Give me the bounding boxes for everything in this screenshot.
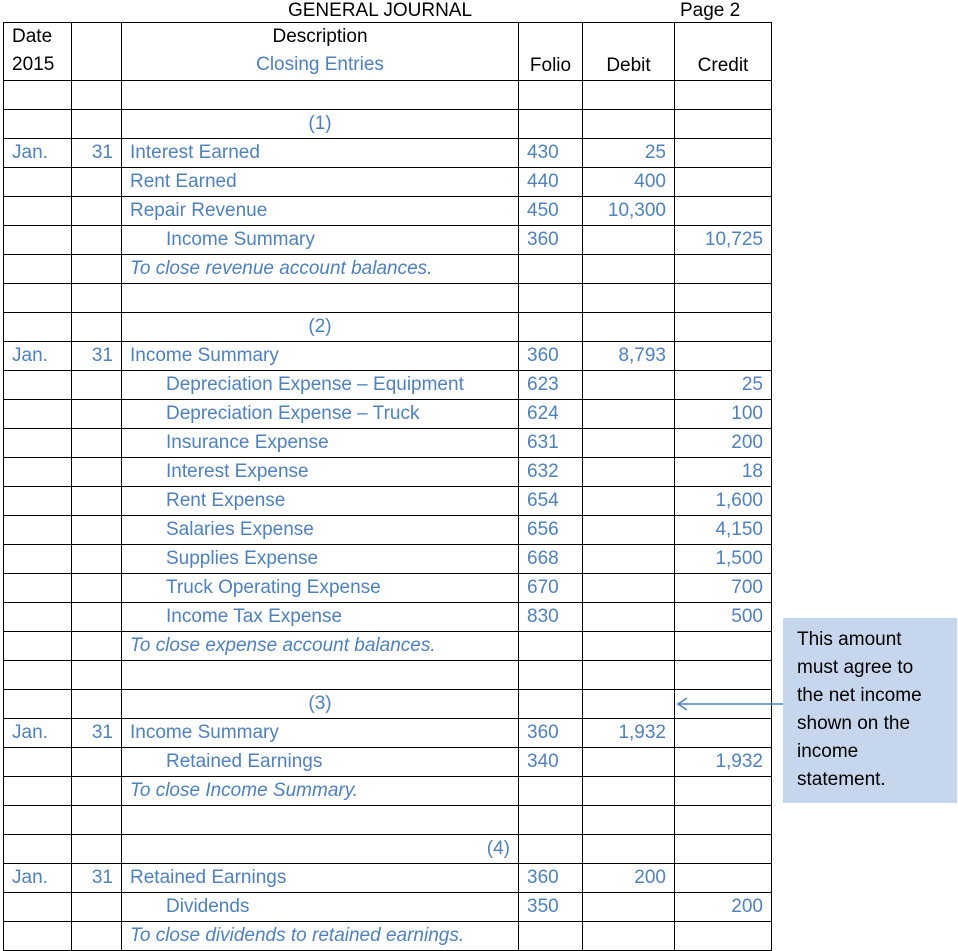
debit-cell (583, 313, 675, 342)
month-cell (4, 806, 72, 835)
folio-cell: 450 (519, 197, 583, 226)
folio-cell: 360 (519, 864, 583, 893)
day-cell: 31 (72, 864, 122, 893)
credit-cell: 18 (675, 458, 772, 487)
credit-cell (675, 168, 772, 197)
month-cell (4, 255, 72, 284)
month-cell (4, 429, 72, 458)
entry-explanation: To close revenue account balances. (122, 255, 519, 284)
day-cell: 31 (72, 342, 122, 371)
journal-row (4, 81, 772, 110)
day-cell (72, 806, 122, 835)
day-cell (72, 516, 122, 545)
folio-cell: 631 (519, 429, 583, 458)
debit-cell (583, 661, 675, 690)
credit-cell: 200 (675, 893, 772, 922)
entry-explanation: To close Income Summary. (122, 777, 519, 806)
description-header-label: Description (272, 26, 368, 47)
debit-cell (583, 110, 675, 139)
credit-cell (675, 806, 772, 835)
credit-cell: 200 (675, 429, 772, 458)
date-header-label: Date (12, 26, 53, 47)
credit-cell (675, 284, 772, 313)
journal-row (4, 342, 772, 371)
closing-entries-subtitle: Closing Entries (256, 54, 384, 75)
month-cell (4, 835, 72, 864)
month-cell (4, 777, 72, 806)
month-cell: Jan. (4, 864, 72, 893)
month-cell (4, 661, 72, 690)
debit-cell (583, 922, 675, 951)
credit-cell (675, 777, 772, 806)
credit-cell (675, 197, 772, 226)
folio-header: Folio (519, 23, 583, 81)
month-cell (4, 313, 72, 342)
journal-row (4, 458, 772, 487)
account-name: Rent Earned (122, 168, 519, 197)
credit-cell (675, 835, 772, 864)
account-name: Income Summary (122, 226, 519, 255)
folio-cell: 670 (519, 574, 583, 603)
folio-cell: 623 (519, 371, 583, 400)
journal-row (4, 922, 772, 951)
day-cell (72, 690, 122, 719)
debit-cell: 400 (583, 168, 675, 197)
date-header (4, 23, 72, 81)
month-cell (4, 893, 72, 922)
account-name: Depreciation Expense – Equipment (122, 371, 519, 400)
account-name: Insurance Expense (122, 429, 519, 458)
journal-title: GENERAL JOURNAL (287, 0, 473, 21)
debit-cell: 10,300 (583, 197, 675, 226)
debit-cell (583, 429, 675, 458)
month-cell (4, 197, 72, 226)
debit-cell (583, 748, 675, 777)
folio-cell (519, 690, 583, 719)
folio-cell: 830 (519, 603, 583, 632)
folio-cell: 350 (519, 893, 583, 922)
journal-row (4, 197, 772, 226)
credit-cell: 10,725 (675, 226, 772, 255)
month-cell (4, 110, 72, 139)
month-cell (4, 748, 72, 777)
page-number: Page 2 (680, 0, 741, 21)
day-cell (72, 400, 122, 429)
debit-header: Debit (583, 23, 675, 81)
journal-row (4, 690, 772, 719)
day-cell (72, 197, 122, 226)
debit-cell (583, 487, 675, 516)
debit-cell (583, 574, 675, 603)
credit-cell (675, 81, 772, 110)
journal-row (4, 806, 772, 835)
general-journal-table (3, 22, 772, 951)
day-cell (72, 110, 122, 139)
callout-line: This amount (797, 629, 902, 650)
debit-cell (583, 835, 675, 864)
month-cell (4, 545, 72, 574)
callout-line: statement. (797, 769, 886, 790)
debit-cell (583, 603, 675, 632)
account-name: Income Summary (122, 719, 519, 748)
left-arrow-icon (675, 696, 785, 712)
folio-cell: 624 (519, 400, 583, 429)
month-cell (4, 632, 72, 661)
net-income-callout (783, 618, 957, 803)
day-cell (72, 545, 122, 574)
month-cell (4, 922, 72, 951)
credit-cell: 1,932 (675, 748, 772, 777)
account-name: Interest Earned (122, 139, 519, 168)
entry-number-label: (4) (122, 835, 519, 864)
callout-line: shown on the (797, 713, 911, 734)
debit-cell (583, 226, 675, 255)
day-cell: 31 (72, 139, 122, 168)
day-header (72, 23, 122, 81)
callout-line: the net income (797, 685, 922, 706)
entry-number-label: (1) (122, 110, 519, 139)
description-cell (122, 284, 519, 313)
month-cell (4, 284, 72, 313)
month-cell (4, 516, 72, 545)
credit-cell (675, 719, 772, 748)
folio-cell (519, 255, 583, 284)
folio-cell: 360 (519, 719, 583, 748)
credit-cell: 500 (675, 603, 772, 632)
debit-cell (583, 893, 675, 922)
callout-line: must agree to (797, 657, 914, 678)
credit-cell: 4,150 (675, 516, 772, 545)
account-name: Retained Earnings (122, 748, 519, 777)
entry-explanation: To close dividends to retained earnings. (122, 922, 519, 951)
account-name: Income Tax Expense (122, 603, 519, 632)
day-cell (72, 168, 122, 197)
folio-cell: 668 (519, 545, 583, 574)
month-cell (4, 226, 72, 255)
month-cell (4, 168, 72, 197)
account-name: Depreciation Expense – Truck (122, 400, 519, 429)
debit-cell (583, 458, 675, 487)
journal-row (4, 748, 772, 777)
day-cell (72, 81, 122, 110)
folio-cell (519, 110, 583, 139)
month-cell: Jan. (4, 139, 72, 168)
month-cell (4, 81, 72, 110)
journal-row (4, 487, 772, 516)
day-cell (72, 226, 122, 255)
credit-cell: 1,600 (675, 487, 772, 516)
debit-cell (583, 690, 675, 719)
folio-cell: 632 (519, 458, 583, 487)
folio-cell: 360 (519, 342, 583, 371)
day-cell (72, 313, 122, 342)
credit-cell (675, 110, 772, 139)
month-cell: Jan. (4, 719, 72, 748)
header-row (4, 23, 772, 81)
day-cell (72, 429, 122, 458)
day-cell (72, 661, 122, 690)
month-cell (4, 690, 72, 719)
credit-cell (675, 922, 772, 951)
account-name: Retained Earnings (122, 864, 519, 893)
journal-row (4, 574, 772, 603)
month-cell (4, 371, 72, 400)
journal-row (4, 777, 772, 806)
entry-explanation: To close expense account balances. (122, 632, 519, 661)
folio-cell (519, 835, 583, 864)
month-cell: Jan. (4, 342, 72, 371)
journal-row (4, 400, 772, 429)
account-name: Interest Expense (122, 458, 519, 487)
journal-row (4, 168, 772, 197)
day-cell (72, 748, 122, 777)
day-cell (72, 632, 122, 661)
credit-cell (675, 139, 772, 168)
account-name: Dividends (122, 893, 519, 922)
folio-cell (519, 284, 583, 313)
credit-cell: 700 (675, 574, 772, 603)
debit-cell (583, 371, 675, 400)
day-cell (72, 574, 122, 603)
account-name: Income Summary (122, 342, 519, 371)
debit-cell: 200 (583, 864, 675, 893)
credit-cell: 100 (675, 400, 772, 429)
debit-cell (583, 81, 675, 110)
journal-row (4, 429, 772, 458)
debit-cell (583, 545, 675, 574)
month-cell (4, 400, 72, 429)
journal-row (4, 284, 772, 313)
journal-row (4, 893, 772, 922)
day-cell (72, 255, 122, 284)
credit-cell (675, 864, 772, 893)
journal-row (4, 719, 772, 748)
folio-cell (519, 661, 583, 690)
description-cell (122, 806, 519, 835)
credit-cell: 1,500 (675, 545, 772, 574)
debit-cell (583, 632, 675, 661)
year-header-label: 2015 (12, 54, 55, 75)
folio-cell: 656 (519, 516, 583, 545)
folio-cell: 430 (519, 139, 583, 168)
month-cell (4, 603, 72, 632)
journal-row (4, 516, 772, 545)
debit-cell: 8,793 (583, 342, 675, 371)
day-cell (72, 922, 122, 951)
account-name: Salaries Expense (122, 516, 519, 545)
credit-header: Credit (675, 23, 772, 81)
description-cell (122, 81, 519, 110)
credit-cell (675, 255, 772, 284)
journal-row (4, 545, 772, 574)
account-name: Truck Operating Expense (122, 574, 519, 603)
credit-cell (675, 313, 772, 342)
journal-row (4, 835, 772, 864)
debit-cell (583, 255, 675, 284)
debit-cell (583, 777, 675, 806)
folio-cell: 654 (519, 487, 583, 516)
journal-body (4, 23, 772, 951)
day-cell (72, 777, 122, 806)
callout-line: income (797, 741, 859, 762)
month-cell (4, 487, 72, 516)
journal-row (4, 864, 772, 893)
journal-row (4, 371, 772, 400)
folio-cell: 440 (519, 168, 583, 197)
journal-row (4, 603, 772, 632)
folio-cell (519, 632, 583, 661)
journal-row (4, 139, 772, 168)
entry-number-label: (3) (122, 690, 519, 719)
day-cell (72, 893, 122, 922)
debit-cell: 1,932 (583, 719, 675, 748)
month-cell (4, 458, 72, 487)
account-name: Rent Expense (122, 487, 519, 516)
credit-cell (675, 661, 772, 690)
credit-cell (675, 632, 772, 661)
debit-cell (583, 284, 675, 313)
folio-cell (519, 806, 583, 835)
debit-cell (583, 806, 675, 835)
folio-cell: 340 (519, 748, 583, 777)
day-cell (72, 835, 122, 864)
entry-number-label: (2) (122, 313, 519, 342)
day-cell (72, 284, 122, 313)
folio-cell (519, 81, 583, 110)
month-cell (4, 574, 72, 603)
day-cell (72, 458, 122, 487)
description-cell (122, 661, 519, 690)
journal-row (4, 226, 772, 255)
journal-row (4, 313, 772, 342)
description-header (122, 23, 519, 81)
day-cell: 31 (72, 719, 122, 748)
day-cell (72, 371, 122, 400)
folio-cell (519, 922, 583, 951)
journal-row (4, 255, 772, 284)
folio-cell (519, 313, 583, 342)
day-cell (72, 487, 122, 516)
folio-cell (519, 777, 583, 806)
account-name: Supplies Expense (122, 545, 519, 574)
day-cell (72, 603, 122, 632)
account-name: Repair Revenue (122, 197, 519, 226)
journal-row (4, 110, 772, 139)
credit-cell (675, 342, 772, 371)
debit-cell (583, 400, 675, 429)
folio-cell: 360 (519, 226, 583, 255)
credit-cell: 25 (675, 371, 772, 400)
debit-cell (583, 516, 675, 545)
journal-row (4, 661, 772, 690)
journal-row (4, 632, 772, 661)
debit-cell: 25 (583, 139, 675, 168)
